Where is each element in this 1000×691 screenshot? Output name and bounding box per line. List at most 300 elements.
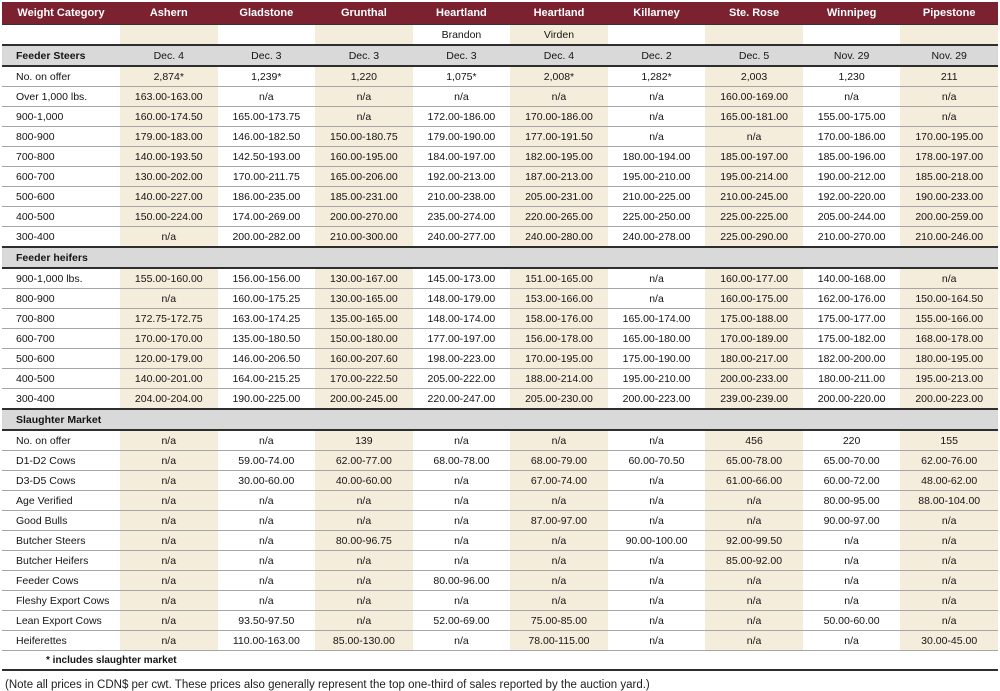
price-cell: n/a [315, 87, 413, 107]
price-cell: 78.00-115.00 [510, 631, 608, 651]
table-row [2, 551, 998, 571]
price-cell: 156.00-178.00 [510, 329, 608, 349]
price-cell: 1,282* [608, 66, 706, 87]
price-cell: 156.00-156.00 [218, 268, 316, 289]
sale-date-cell: Dec. 5 [705, 45, 803, 66]
price-cell: 220 [803, 430, 901, 451]
price-cell: 153.00-166.00 [510, 289, 608, 309]
section-blank-cell [900, 409, 998, 430]
price-cell: n/a [608, 268, 706, 289]
price-cell: n/a [120, 289, 218, 309]
table-row [2, 631, 998, 651]
price-cell: 140.00-227.00 [120, 187, 218, 207]
price-cell: 200.00-223.00 [608, 389, 706, 410]
table-row [2, 268, 998, 289]
price-cell: 185.00-231.00 [315, 187, 413, 207]
price-cell: n/a [120, 430, 218, 451]
price-cell: n/a [900, 531, 998, 551]
price-cell: n/a [120, 551, 218, 571]
price-cell: n/a [803, 551, 901, 571]
price-cell: n/a [413, 430, 511, 451]
price-cell: 130.00-165.00 [315, 289, 413, 309]
price-cell: n/a [803, 591, 901, 611]
section-row-slaughter-market [2, 409, 998, 430]
price-cell: 67.00-74.00 [510, 471, 608, 491]
table-row [2, 87, 998, 107]
price-cell: 195.00-214.00 [705, 167, 803, 187]
price-cell: 87.00-97.00 [510, 511, 608, 531]
price-cell: 48.00-62.00 [900, 471, 998, 491]
price-cell: n/a [608, 611, 706, 631]
price-cell: 1,220 [315, 66, 413, 87]
column-header-pipestone: Pipestone [900, 2, 998, 25]
price-cell: 40.00-60.00 [315, 471, 413, 491]
column-header-ashern: Ashern [120, 2, 218, 25]
price-cell: n/a [608, 631, 706, 651]
price-cell: 130.00-202.00 [120, 167, 218, 187]
price-cell: 140.00-193.50 [120, 147, 218, 167]
price-cell: 68.00-78.00 [413, 451, 511, 471]
price-cell: 80.00-96.75 [315, 531, 413, 551]
footnote-row [2, 651, 998, 671]
price-cell: 165.00-180.00 [608, 329, 706, 349]
price-cell: n/a [120, 511, 218, 531]
price-cell: 225.00-225.00 [705, 207, 803, 227]
price-cell: 65.00-70.00 [803, 451, 901, 471]
row-label: Over 1,000 lbs. [2, 87, 120, 107]
column-header-heartland: Heartland [413, 2, 511, 25]
section-blank-cell [413, 247, 511, 268]
price-cell: 85.00-92.00 [705, 551, 803, 571]
price-cell: 92.00-99.50 [705, 531, 803, 551]
price-cell: 151.00-165.00 [510, 268, 608, 289]
price-cell: n/a [120, 471, 218, 491]
price-cell: n/a [900, 87, 998, 107]
price-cell: 139 [315, 430, 413, 451]
section-title: Feeder heifers [2, 247, 120, 268]
price-cell: n/a [315, 571, 413, 591]
price-cell: 200.00-282.00 [218, 227, 316, 248]
price-cell: 186.00-235.00 [218, 187, 316, 207]
price-cell: n/a [218, 87, 316, 107]
sale-date-cell: Nov. 29 [900, 45, 998, 66]
price-cell: 240.00-278.00 [608, 227, 706, 248]
price-cell: n/a [315, 511, 413, 531]
section-blank-cell [705, 409, 803, 430]
table-row [2, 451, 998, 471]
price-cell: n/a [218, 591, 316, 611]
table-row [2, 147, 998, 167]
price-cell: 170.00-186.00 [510, 107, 608, 127]
price-cell: n/a [413, 531, 511, 551]
price-cell: 210.00-225.00 [608, 187, 706, 207]
price-cell: 170.00-195.00 [510, 349, 608, 369]
price-cell: 170.00-195.00 [900, 127, 998, 147]
row-label: Lean Export Cows [2, 611, 120, 631]
row-label: D1-D2 Cows [2, 451, 120, 471]
price-cell: 205.00-244.00 [803, 207, 901, 227]
price-cell: 160.00-177.00 [705, 268, 803, 289]
price-cell: 50.00-60.00 [803, 611, 901, 631]
column-header-grunthal: Grunthal [315, 2, 413, 25]
price-cell: 200.00-223.00 [900, 389, 998, 410]
row-label: 500-600 [2, 349, 120, 369]
price-cell: 155.00-160.00 [120, 268, 218, 289]
section-blank-cell [218, 247, 316, 268]
price-cell: 135.00-165.00 [315, 309, 413, 329]
price-cell: n/a [120, 611, 218, 631]
price-cell: 175.00-182.00 [803, 329, 901, 349]
price-cell: 175.00-188.00 [705, 309, 803, 329]
price-cell: n/a [608, 591, 706, 611]
price-cell: 190.00-233.00 [900, 187, 998, 207]
price-cell: 2,008* [510, 66, 608, 87]
price-cell: 172.00-186.00 [413, 107, 511, 127]
section-blank-cell [608, 247, 706, 268]
price-cell: 140.00-168.00 [803, 268, 901, 289]
price-cell: 180.00-211.00 [803, 369, 901, 389]
price-cell: 61.00-66.00 [705, 471, 803, 491]
price-cell: 163.00-163.00 [120, 87, 218, 107]
price-cell: 179.00-190.00 [413, 127, 511, 147]
price-cell: n/a [608, 491, 706, 511]
price-cell: 165.00-174.00 [608, 309, 706, 329]
column-header-gladstone: Gladstone [218, 2, 316, 25]
subheader-row [2, 25, 998, 46]
price-cell: 174.00-269.00 [218, 207, 316, 227]
table-row [2, 389, 998, 410]
price-cell: 130.00-167.00 [315, 268, 413, 289]
row-label: 600-700 [2, 329, 120, 349]
price-cell: 52.00-69.00 [413, 611, 511, 631]
price-cell: 168.00-178.00 [900, 329, 998, 349]
sale-date-cell: Dec. 3 [413, 45, 511, 66]
sale-date-cell: Dec. 3 [218, 45, 316, 66]
section-blank-cell [608, 409, 706, 430]
subheader-blank-cell [2, 25, 120, 46]
price-cell: n/a [120, 591, 218, 611]
price-cell: n/a [413, 511, 511, 531]
price-cell: n/a [315, 107, 413, 127]
price-cell: 200.00-233.00 [705, 369, 803, 389]
price-cell: 240.00-277.00 [413, 227, 511, 248]
price-cell: n/a [705, 571, 803, 591]
sale-date-cell: Nov. 29 [803, 45, 901, 66]
price-cell: 75.00-85.00 [510, 611, 608, 631]
row-label: Fleshy Export Cows [2, 591, 120, 611]
column-subheader-virden: Virden [510, 25, 608, 46]
section-blank-cell [510, 247, 608, 268]
price-cell: 172.75-172.75 [120, 309, 218, 329]
section-title: Slaughter Market [2, 409, 120, 430]
price-cell: n/a [218, 571, 316, 591]
price-cell: 158.00-176.00 [510, 309, 608, 329]
price-cell: 210.00-270.00 [803, 227, 901, 248]
price-cell: 210.00-238.00 [413, 187, 511, 207]
price-cell: 239.00-239.00 [705, 389, 803, 410]
price-cell: 225.00-290.00 [705, 227, 803, 248]
price-cell: 195.00-213.00 [900, 369, 998, 389]
table-row [2, 491, 998, 511]
table-row [2, 369, 998, 389]
price-cell: 90.00-97.00 [803, 511, 901, 531]
column-header-weight-category: Weight Category [2, 2, 120, 25]
price-cell: n/a [510, 571, 608, 591]
section-row-feeder-heifers [2, 247, 998, 268]
price-cell: n/a [218, 491, 316, 511]
price-cell: n/a [608, 471, 706, 491]
price-cell: 175.00-190.00 [608, 349, 706, 369]
row-label: D3-D5 Cows [2, 471, 120, 491]
price-cell: 235.00-274.00 [413, 207, 511, 227]
price-cell: 177.00-197.00 [413, 329, 511, 349]
price-cell: 185.00-196.00 [803, 147, 901, 167]
price-cell: 65.00-78.00 [705, 451, 803, 471]
subheader-blank-cell [705, 25, 803, 46]
row-label: Good Bulls [2, 511, 120, 531]
price-cell: n/a [803, 571, 901, 591]
price-cell: 170.00-170.00 [120, 329, 218, 349]
price-cell: 180.00-217.00 [705, 349, 803, 369]
price-cell: n/a [608, 127, 706, 147]
table-row [2, 471, 998, 491]
section-blank-cell [120, 409, 218, 430]
price-cell: 148.00-179.00 [413, 289, 511, 309]
price-cell: n/a [608, 430, 706, 451]
bottom-note: (Note all prices in CDN$ per cwt. These prices also generally represent the top one-third of sales reported by the auction yard.) [5, 679, 650, 691]
price-cell: 177.00-191.50 [510, 127, 608, 147]
price-cell: 150.00-164.50 [900, 289, 998, 309]
price-cell: 155.00-175.00 [803, 107, 901, 127]
price-cell: 205.00-231.00 [510, 187, 608, 207]
section-blank-cell [803, 247, 901, 268]
price-cell: 190.00-225.00 [218, 389, 316, 410]
price-cell: 150.00-180.75 [315, 127, 413, 147]
price-cell: 1,230 [803, 66, 901, 87]
row-label: 800-900 [2, 127, 120, 147]
price-cell: n/a [608, 107, 706, 127]
price-cell: n/a [900, 551, 998, 571]
price-cell: n/a [413, 591, 511, 611]
price-cell: n/a [705, 491, 803, 511]
sale-date-cell: Dec. 2 [608, 45, 706, 66]
price-cell: n/a [705, 511, 803, 531]
table-row [2, 309, 998, 329]
column-header-killarney: Killarney [608, 2, 706, 25]
row-label: No. on offer [2, 430, 120, 451]
price-cell: n/a [413, 631, 511, 651]
price-cell: 90.00-100.00 [608, 531, 706, 551]
price-cell: n/a [900, 107, 998, 127]
row-label: Age Verified [2, 491, 120, 511]
price-cell: 175.00-177.00 [803, 309, 901, 329]
price-cell: 170.00-211.75 [218, 167, 316, 187]
row-label: Heiferettes [2, 631, 120, 651]
price-cell: n/a [705, 127, 803, 147]
table-row [2, 127, 998, 147]
price-cell: 165.00-181.00 [705, 107, 803, 127]
price-cell: 68.00-79.00 [510, 451, 608, 471]
row-label: 300-400 [2, 389, 120, 410]
price-cell: 160.00-195.00 [315, 147, 413, 167]
price-cell: 180.00-195.00 [900, 349, 998, 369]
price-cell: 170.00-189.00 [705, 329, 803, 349]
price-cell: n/a [608, 571, 706, 591]
price-cell: n/a [900, 571, 998, 591]
price-cell: 165.00-206.00 [315, 167, 413, 187]
row-label: Butcher Steers [2, 531, 120, 551]
price-cell: n/a [900, 268, 998, 289]
price-cell: n/a [315, 491, 413, 511]
subheader-blank-cell [803, 25, 901, 46]
price-cell: 192.00-220.00 [803, 187, 901, 207]
price-cell: n/a [413, 87, 511, 107]
row-label: 900-1,000 lbs. [2, 268, 120, 289]
price-cell: 178.00-197.00 [900, 147, 998, 167]
price-cell: n/a [900, 511, 998, 531]
price-cell: 142.50-193.00 [218, 147, 316, 167]
section-title: Feeder Steers [2, 45, 120, 66]
price-cell: 80.00-95.00 [803, 491, 901, 511]
price-cell: 160.00-175.00 [705, 289, 803, 309]
price-cell: 160.00-175.25 [218, 289, 316, 309]
price-cell: 59.00-74.00 [218, 451, 316, 471]
row-label: 400-500 [2, 207, 120, 227]
price-cell: 160.00-169.00 [705, 87, 803, 107]
row-label: 900-1,000 [2, 107, 120, 127]
price-cell: 162.00-176.00 [803, 289, 901, 309]
price-cell: n/a [900, 591, 998, 611]
table-row [2, 511, 998, 531]
price-cell: n/a [900, 611, 998, 631]
price-cell: 1,239* [218, 66, 316, 87]
price-cell: 210.00-245.00 [705, 187, 803, 207]
row-label: 500-600 [2, 187, 120, 207]
price-cell: n/a [510, 551, 608, 571]
table-row [2, 430, 998, 451]
price-cell: n/a [510, 430, 608, 451]
row-label: 600-700 [2, 167, 120, 187]
section-row-feeder-steers [2, 45, 998, 66]
column-header-ste-rose: Ste. Rose [705, 2, 803, 25]
price-cell: 60.00-70.50 [608, 451, 706, 471]
price-cell: n/a [218, 551, 316, 571]
price-cell: 200.00-245.00 [315, 389, 413, 410]
section-blank-cell [803, 409, 901, 430]
row-label: 800-900 [2, 289, 120, 309]
price-cell: n/a [120, 631, 218, 651]
price-cell: 30.00-45.00 [900, 631, 998, 651]
price-cell: 62.00-77.00 [315, 451, 413, 471]
price-cell: 1,075* [413, 66, 511, 87]
price-cell: n/a [120, 451, 218, 471]
table-row [2, 531, 998, 551]
row-label: 700-800 [2, 309, 120, 329]
price-cell: 93.50-97.50 [218, 611, 316, 631]
price-cell: 85.00-130.00 [315, 631, 413, 651]
price-cell: n/a [705, 591, 803, 611]
table-footnote: * includes slaughter market [2, 651, 998, 671]
subheader-blank-cell [900, 25, 998, 46]
price-cell: n/a [608, 551, 706, 571]
table-row [2, 207, 998, 227]
row-label: 400-500 [2, 369, 120, 389]
price-cell: 205.00-222.00 [413, 369, 511, 389]
price-cell: 180.00-194.00 [608, 147, 706, 167]
price-cell: 155 [900, 430, 998, 451]
price-cell: 195.00-210.00 [608, 369, 706, 389]
price-cell: n/a [315, 551, 413, 571]
price-cell: 170.00-222.50 [315, 369, 413, 389]
price-cell: 200.00-220.00 [803, 389, 901, 410]
price-cell: 195.00-210.00 [608, 167, 706, 187]
price-cell: 187.00-213.00 [510, 167, 608, 187]
price-cell: n/a [120, 531, 218, 551]
price-cell: 185.00-218.00 [900, 167, 998, 187]
table-row [2, 591, 998, 611]
row-label: No. on offer [2, 66, 120, 87]
table-row [2, 289, 998, 309]
price-cell: 146.00-206.50 [218, 349, 316, 369]
price-cell: 210.00-300.00 [315, 227, 413, 248]
price-cell: 225.00-250.00 [608, 207, 706, 227]
price-cell: 204.00-204.00 [120, 389, 218, 410]
table-row [2, 611, 998, 631]
price-cell: 170.00-186.00 [803, 127, 901, 147]
price-cell: 62.00-76.00 [900, 451, 998, 471]
column-subheader-brandon: Brandon [413, 25, 511, 46]
price-cell: 155.00-166.00 [900, 309, 998, 329]
price-cell: 182.00-200.00 [803, 349, 901, 369]
column-header-winnipeg: Winnipeg [803, 2, 901, 25]
price-cell: n/a [510, 531, 608, 551]
price-cell: n/a [218, 430, 316, 451]
price-cell: n/a [413, 471, 511, 491]
section-blank-cell [413, 409, 511, 430]
table-row [2, 349, 998, 369]
table-row [2, 227, 998, 248]
price-cell: n/a [413, 491, 511, 511]
price-cell: 200.00-270.00 [315, 207, 413, 227]
price-cell: n/a [608, 289, 706, 309]
cattle-price-table [2, 2, 998, 671]
price-cell: n/a [120, 227, 218, 248]
price-cell: 211 [900, 66, 998, 87]
price-cell: n/a [315, 611, 413, 631]
price-cell: n/a [510, 87, 608, 107]
price-cell: 220.00-265.00 [510, 207, 608, 227]
price-cell: 184.00-197.00 [413, 147, 511, 167]
price-cell: n/a [803, 87, 901, 107]
price-cell: 150.00-224.00 [120, 207, 218, 227]
row-label: 700-800 [2, 147, 120, 167]
price-cell: 179.00-183.00 [120, 127, 218, 147]
table-row [2, 187, 998, 207]
section-blank-cell [120, 247, 218, 268]
price-cell: 163.00-174.25 [218, 309, 316, 329]
row-label: 300-400 [2, 227, 120, 248]
subheader-blank-cell [608, 25, 706, 46]
price-cell: n/a [218, 531, 316, 551]
price-cell: n/a [510, 591, 608, 611]
price-cell: n/a [510, 491, 608, 511]
table-row [2, 329, 998, 349]
price-cell: 240.00-280.00 [510, 227, 608, 248]
price-cell: n/a [120, 491, 218, 511]
price-cell: n/a [608, 87, 706, 107]
sale-date-cell: Dec. 3 [315, 45, 413, 66]
price-cell: 120.00-179.00 [120, 349, 218, 369]
